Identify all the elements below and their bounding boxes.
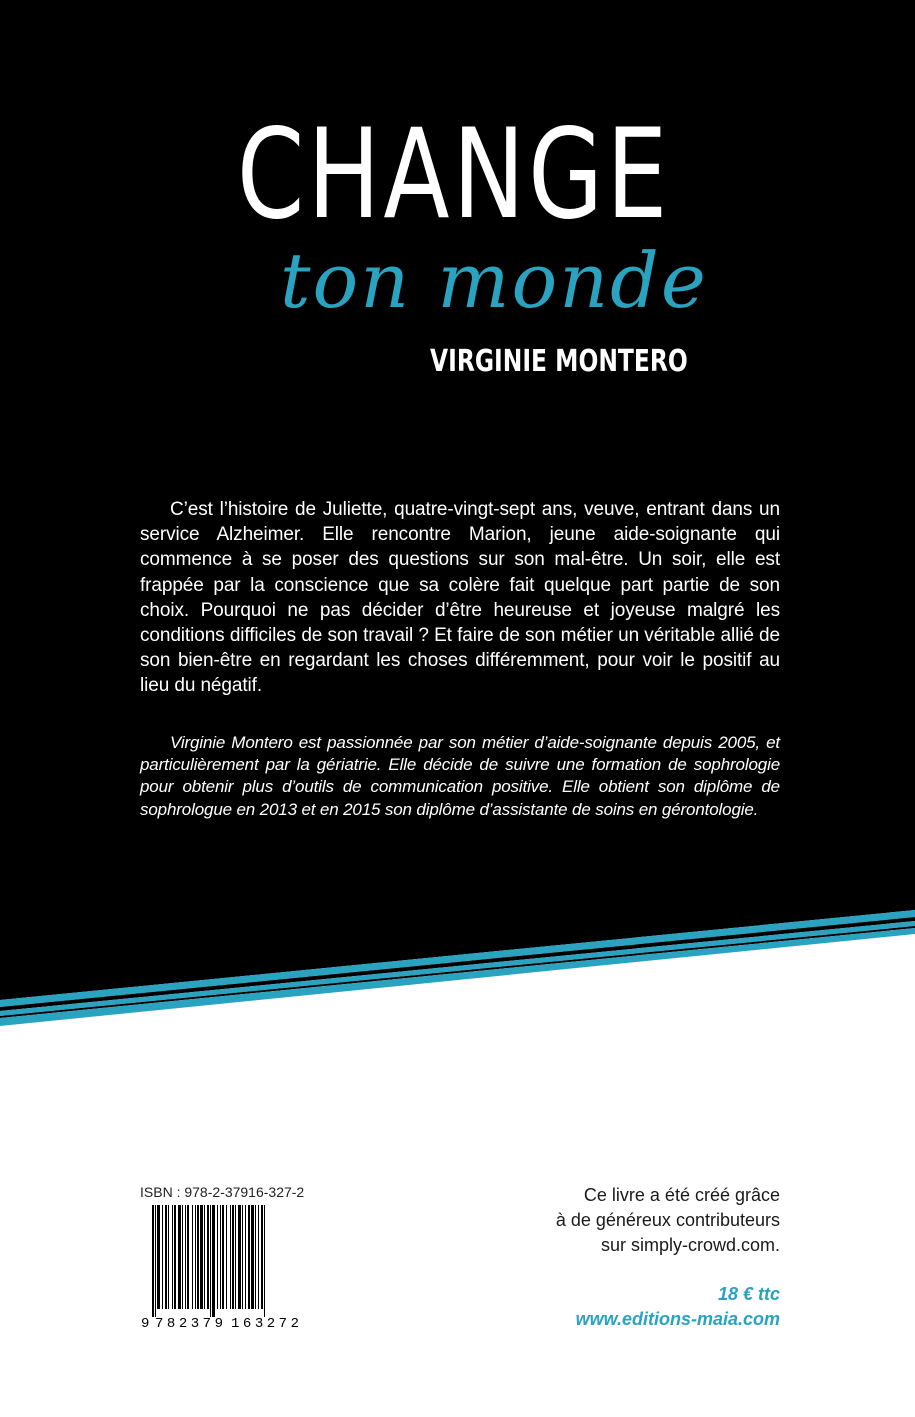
barcode-bar (162, 1205, 163, 1309)
publisher-website[interactable]: www.editions-maia.com (575, 1309, 780, 1329)
barcode-bar (195, 1205, 196, 1309)
barcode-bar (258, 1205, 259, 1309)
crowdfunding-line: à de généreux contributeurs (555, 1210, 780, 1230)
barcode-bar (192, 1205, 193, 1309)
barcode-bar (255, 1205, 256, 1309)
crowdfunding-note (500, 1183, 780, 1258)
price: 18 € ttc (717, 1284, 780, 1304)
barcode-bar (207, 1205, 209, 1309)
barcode-bar (248, 1205, 250, 1309)
barcode-bar (152, 1205, 154, 1317)
barcode-bar (242, 1205, 243, 1309)
barcode-bar (217, 1205, 218, 1309)
book-summary: C’est l’histoire de Juliette, quatre-vingt-sept ans, veuve, entrant dans un service Alzheimer. Elle rencontre Marion, jeune aide-soignante qui commence à se poser des questions sur son mal-être. Un soir, elle est frappée par la conscience que sa colère fait quelque part partie de son choix. Pourquoi ne pas décider d’être heureuse et joyeuse malgré les conditions difficiles de son travail ? Et faire de son métier un véritable allié de son bien-être en regardant les choses différemment, pour voir le positif au lieu du négatif. (140, 499, 780, 697)
barcode-bar (178, 1205, 181, 1309)
barcode-bar (232, 1205, 234, 1309)
barcode-bar (185, 1205, 186, 1309)
barcode-bar (261, 1205, 263, 1309)
book-subtitle: ton monde (280, 236, 708, 325)
barcode-bar (165, 1205, 167, 1309)
isbn-label: ISBN : 978-2-37916-327-2 (140, 1184, 305, 1200)
barcode-bars (152, 1205, 265, 1317)
barcode-digits-right: 163272 (231, 1316, 299, 1330)
author-bio: Virginie Montero est passionnée par son métier d’aide-soignante depuis 2005, et particulièrement par la gériatrie. Elle décide de suivre une formation de sophrologie pour obtenir plus d’outils de communication positive. Elle obtient son diplôme de sophrologue en 2013 et en 2015 son diplôme d’assistante de soins en gérontologie. (140, 733, 780, 819)
barcode-bar (182, 1205, 183, 1309)
barcode-bar (168, 1205, 169, 1309)
barcode-bar (204, 1205, 205, 1309)
barcode-bar (245, 1205, 246, 1309)
barcode-digits-left: 782379 (155, 1316, 223, 1330)
crowdfunding-line: Ce livre a été créé grâce (583, 1185, 780, 1205)
barcode-bar (238, 1205, 241, 1309)
barcode-bar (187, 1205, 189, 1309)
barcode (140, 1205, 310, 1330)
author-name: VIRGINIE MONTERO (430, 344, 688, 379)
barcode-bar (264, 1205, 265, 1317)
barcode-bar (210, 1205, 211, 1317)
barcode-bar (251, 1205, 254, 1309)
barcode-bar (226, 1205, 227, 1309)
book-title: CHANGE (236, 103, 671, 247)
barcode-bar (157, 1205, 160, 1309)
barcode-bar (220, 1205, 221, 1309)
barcode-bar (155, 1205, 156, 1317)
barcode-bar (172, 1205, 173, 1309)
crowdfunding-line: sur simply-crowd.com. (600, 1235, 780, 1255)
barcode-bar (230, 1205, 231, 1309)
barcode-bar (235, 1205, 236, 1309)
barcode-bar (200, 1205, 203, 1309)
barcode-bar (197, 1205, 199, 1309)
barcode-digit-lead: 9 (141, 1316, 150, 1330)
barcode-bar (212, 1205, 215, 1317)
barcode-bar (222, 1205, 224, 1309)
barcode-bar (174, 1205, 176, 1309)
